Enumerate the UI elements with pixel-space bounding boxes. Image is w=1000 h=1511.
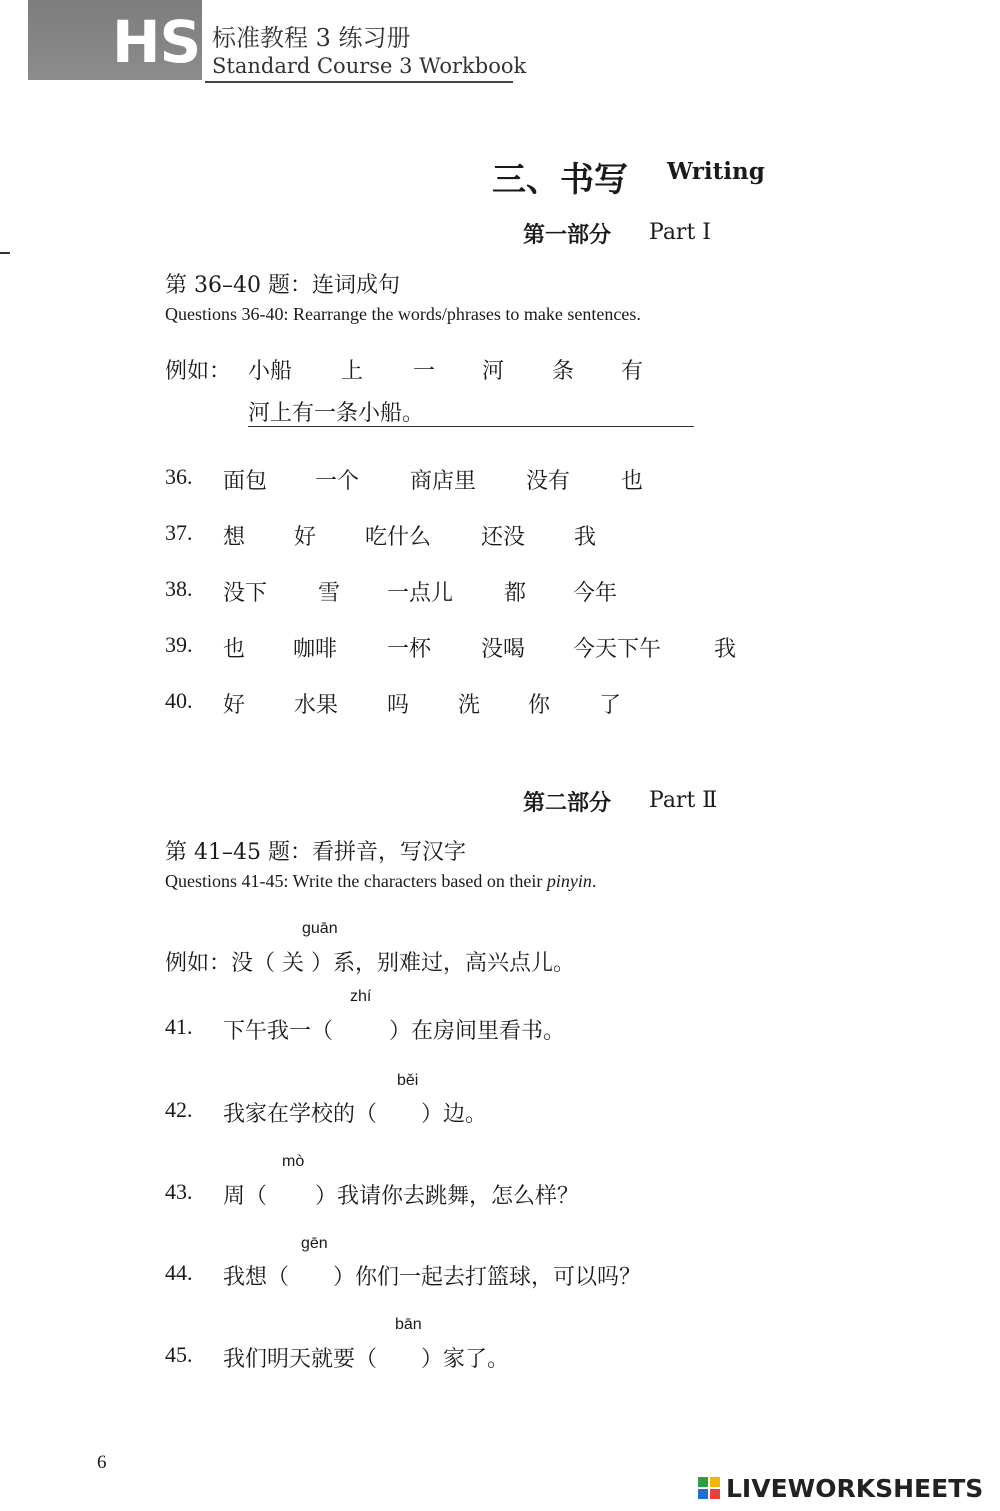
- word-chip: 雪: [318, 581, 341, 606]
- word-chip: 了: [599, 693, 622, 718]
- question-number: 42.: [165, 1097, 193, 1122]
- part1-title: 第一部分: [523, 222, 612, 248]
- word-chip: 一个: [315, 469, 360, 494]
- sentence-before: 我想（: [223, 1265, 290, 1290]
- part1-title-en: Part Ⅰ: [649, 220, 711, 245]
- fill-sentence: [223, 1179, 579, 1210]
- word-chip: 我: [714, 637, 737, 662]
- sentence-after: ）在房间里看书。: [389, 1019, 566, 1044]
- book-title-en: Standard Course 3 Workbook: [212, 54, 527, 78]
- pinyin-hint: zhí: [350, 988, 372, 1005]
- section-title: 三、书写: [492, 160, 628, 200]
- hsk-logo: HSK: [112, 8, 245, 76]
- question-number: 39.: [165, 632, 193, 657]
- word-chip: 商店里: [410, 469, 477, 494]
- example-word: 上: [341, 359, 364, 384]
- example-label: 例如：: [165, 951, 232, 976]
- instruction-end: .: [591, 871, 597, 891]
- word-chip: 一杯: [387, 637, 432, 662]
- sentence-after: ）边。: [421, 1102, 488, 1127]
- word-chip: 我: [574, 525, 597, 550]
- instruction-pinyin: pinyin: [546, 871, 592, 891]
- example-answer: 河上有一条小船。: [248, 401, 425, 426]
- book-title-cn: 标准教程 3 练习册: [212, 24, 411, 52]
- margin-mark: [0, 252, 10, 254]
- question-number: 43.: [165, 1179, 193, 1204]
- question-number: 41.: [165, 1014, 193, 1039]
- question-number: 40.: [165, 688, 193, 713]
- part2-heading: 第 41–45 题：看拼音，写汉字: [165, 840, 466, 865]
- word-chip: 没喝: [481, 637, 526, 662]
- word-chip: 面包: [223, 469, 268, 494]
- example-word: 小船: [248, 359, 293, 384]
- example-word: 有: [621, 359, 644, 384]
- question-number: 44.: [165, 1260, 193, 1285]
- liveworksheets-icon: [698, 1477, 720, 1499]
- fill-sentence: [223, 1342, 509, 1373]
- fill-sentence: [223, 1260, 641, 1291]
- example-line: [165, 946, 575, 977]
- example-word: 条: [552, 359, 575, 384]
- part2-title-en: Part Ⅱ: [649, 788, 718, 813]
- word-chip: 水果: [294, 693, 339, 718]
- word-chip: 也: [223, 637, 246, 662]
- word-chip: 咖啡: [293, 637, 338, 662]
- word-chip: 今天下午: [573, 637, 662, 662]
- liveworksheets-watermark[interactable]: LIVEWORKSHEETS: [726, 1474, 984, 1503]
- word-chip: 没下: [223, 581, 268, 606]
- word-chip: 没有: [526, 469, 571, 494]
- example-after: ）系，别难过，高兴点儿。: [311, 951, 576, 976]
- word-chip: 都: [504, 581, 527, 606]
- fill-sentence: [223, 1097, 487, 1128]
- header-divider: [205, 81, 513, 83]
- section-title-en: Writing: [667, 158, 765, 185]
- example-word: 一: [413, 359, 436, 384]
- instruction-text: Questions 41-45: Write the characters based on their: [165, 871, 547, 891]
- word-chip: 一点儿: [387, 581, 454, 606]
- example-answer: 关: [282, 951, 305, 976]
- fill-sentence: [223, 1014, 565, 1045]
- pinyin-hint: běi: [397, 1072, 419, 1089]
- pinyin-hint: bān: [395, 1316, 422, 1333]
- question-number: 37.: [165, 520, 193, 545]
- question-number: 38.: [165, 576, 193, 601]
- word-chip: 还没: [481, 525, 526, 550]
- word-chip: 你: [528, 693, 551, 718]
- part1-instruction: Questions 36-40: Rearrange the words/phrases to make sentences.: [165, 304, 641, 324]
- page-number: 6: [97, 1452, 107, 1473]
- sentence-after: ）你们一起去打篮球，可以吗？: [333, 1265, 642, 1290]
- example-before: 没（: [231, 951, 276, 976]
- sentence-after: ）我请你去跳舞，怎么样？: [315, 1184, 580, 1209]
- pinyin-hint: gēn: [301, 1235, 328, 1252]
- question-number: 45.: [165, 1342, 193, 1367]
- example-label: 例如：: [165, 359, 232, 384]
- sentence-before: 下午我一（: [223, 1019, 334, 1044]
- example-answer-line: [248, 426, 694, 427]
- sentence-before: 我们明天就要（: [223, 1347, 378, 1372]
- example-word: 河: [482, 359, 505, 384]
- part2-instruction: [165, 871, 596, 892]
- word-chip: 吃什么: [365, 525, 432, 550]
- word-chip: 好: [294, 525, 317, 550]
- example-pinyin: guān: [302, 920, 338, 937]
- word-chip: 洗: [458, 693, 481, 718]
- sentence-before: 我家在学校的（: [223, 1102, 378, 1127]
- word-chip: 也: [621, 469, 644, 494]
- question-number: 36.: [165, 464, 193, 489]
- pinyin-hint: mò: [282, 1153, 305, 1170]
- word-chip: 想: [223, 525, 246, 550]
- word-chip: 好: [223, 693, 246, 718]
- sentence-before: 周（: [223, 1184, 268, 1209]
- word-chip: 吗: [387, 693, 410, 718]
- word-chip: 今年: [573, 581, 618, 606]
- sentence-after: ）家了。: [421, 1347, 510, 1372]
- part1-heading: 第 36–40 题：连词成句: [165, 273, 400, 298]
- part2-title: 第二部分: [523, 790, 612, 816]
